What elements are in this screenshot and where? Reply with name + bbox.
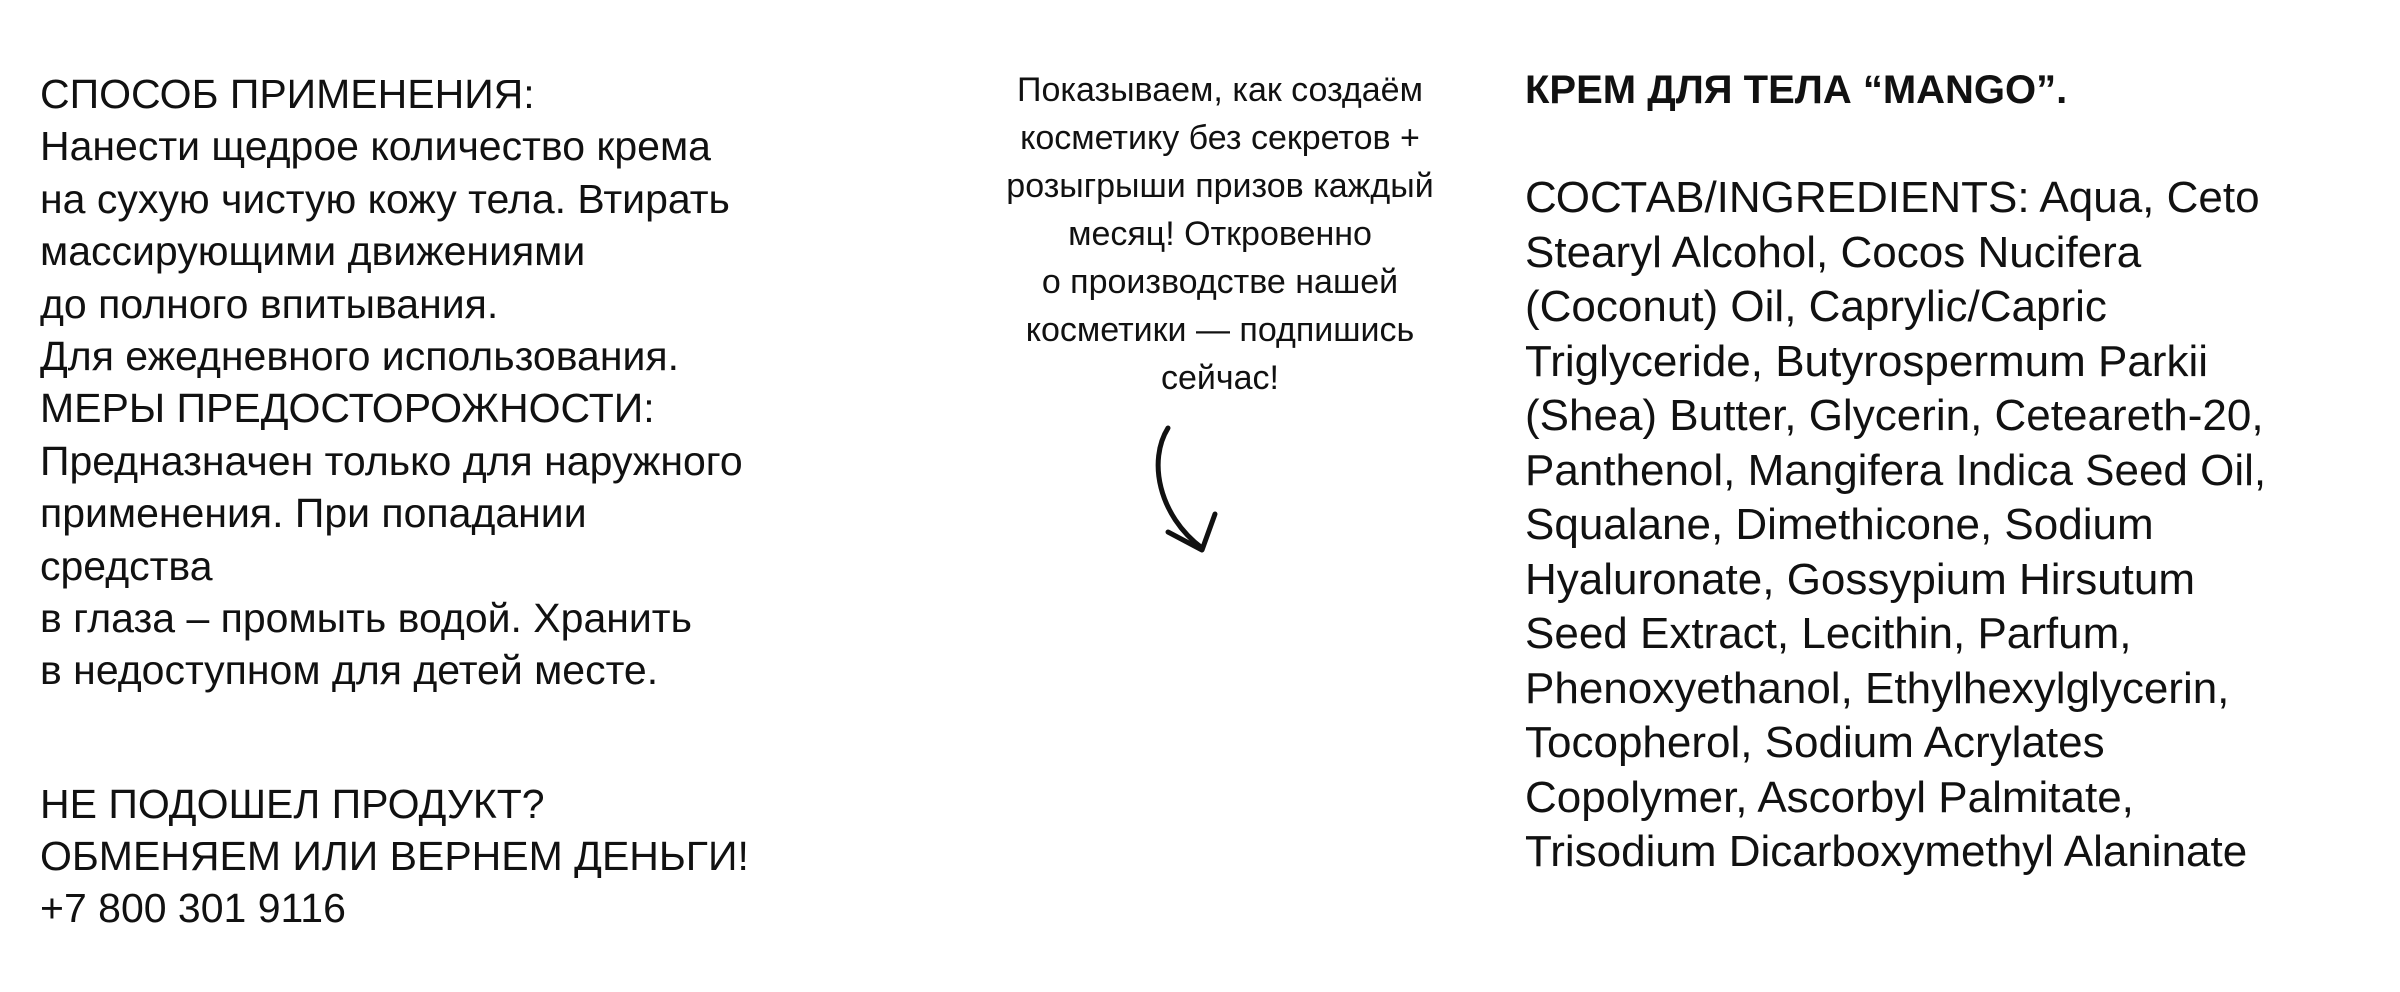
promo-line: месяц! Откровенно xyxy=(1068,215,1372,253)
ingredients-line: Stearyl Alcohol, Cocos Nucifera xyxy=(1525,227,2142,277)
ingredients-line: Copolymer, Ascorbyl Palmitate, xyxy=(1525,772,2134,822)
ingredients-line: (Shea) Butter, Glycerin, Ceteareth-20, xyxy=(1525,391,2264,440)
usage-line: массирующими движениями xyxy=(40,228,586,275)
promo-line: косметику без секретов + xyxy=(1020,119,1420,157)
ingredients-section xyxy=(1525,171,2266,880)
usage-line: Для ежедневного использования. xyxy=(40,333,679,380)
promo-text xyxy=(870,66,1570,402)
precautions-line: Предназначен только для наружного xyxy=(40,437,743,484)
ingredients-line: Panthenol, Mangifera Indica Seed Oil, xyxy=(1525,445,2267,495)
guarantee-promise: ОБМЕНЯЕМ ИЛИ ВЕРНЕМ ДЕНЬГИ! xyxy=(40,833,749,879)
ingredients-line: Phenoxyethanol, Ethylhexylglycerin, xyxy=(1525,663,2230,713)
precautions-line: в недоступном для детей месте. xyxy=(40,647,659,694)
curved-arrow-down-icon xyxy=(1140,420,1240,570)
precautions-line: средства xyxy=(40,542,213,589)
ingredients-line: (Coconut) Oil, Caprylic/Capric xyxy=(1525,282,2107,331)
usage-line: на сухую чистую кожу тела. Втирать xyxy=(40,175,730,222)
guarantee-question: НЕ ПОДОШЕЛ ПРОДУКТ? xyxy=(40,781,545,827)
support-phone: +7 800 301 9116 xyxy=(40,885,346,931)
ingredients-line: Aqua, Ceto xyxy=(2039,173,2260,222)
ingredients-label: СОСТАВ/INGREDIENTS: xyxy=(1525,173,2030,222)
ingredients-line: Squalane, Dimethicone, Sodium xyxy=(1525,500,2154,549)
promo-line: о производстве нашей xyxy=(1041,263,1399,301)
promo-line: косметики — подпишись xyxy=(1025,311,1415,349)
ingredients-line: Tocopherol, Sodium Acrylates xyxy=(1525,718,2105,767)
ingredients-line: Trisodium Dicarboxymethyl Alaninate xyxy=(1525,827,2248,876)
usage-line: до полного впитывания. xyxy=(40,280,499,327)
precautions-heading: МЕРЫ ПРЕДОСТОРОЖНОСТИ: xyxy=(40,385,655,432)
guarantee-section xyxy=(40,778,749,934)
ingredients-line: Triglyceride, Butyrospermum Parkii xyxy=(1525,336,2208,386)
ingredients-line: Seed Extract, Lecithin, Parfum, xyxy=(1525,609,2132,658)
precautions-line: применения. При попадании xyxy=(40,490,587,537)
usage-line: Нанести щедрое количество крема xyxy=(40,123,711,170)
precautions-line: в глаза – промыть водой. Хранить xyxy=(40,595,692,642)
promo-line: розыгрыши призов каждый xyxy=(1006,167,1434,205)
promo-line: сейчас! xyxy=(1161,359,1279,397)
ingredients-first-line xyxy=(1525,171,2266,226)
ingredients-line: Hyaluronate, Gossypium Hirsutum xyxy=(1525,554,2196,604)
usage-instructions-section xyxy=(40,68,743,697)
usage-heading: СПОСОБ ПРИМЕНЕНИЯ: xyxy=(40,71,535,117)
promo-line: Показываем, как создаём xyxy=(1017,71,1423,109)
product-title: КРЕМ ДЛЯ ТЕЛА “MANGO”. xyxy=(1525,68,2068,112)
